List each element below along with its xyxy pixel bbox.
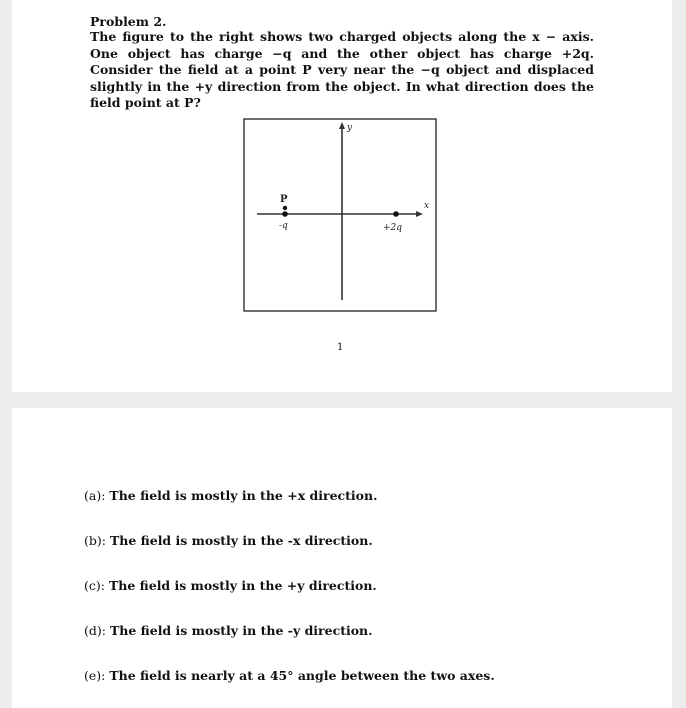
problem-title: Problem 2. bbox=[90, 14, 167, 29]
page-number: 1 bbox=[337, 342, 344, 353]
point-p bbox=[283, 206, 287, 210]
charge-diagram bbox=[243, 118, 437, 312]
choice-text: The field is mostly in the -x direction. bbox=[109, 533, 373, 548]
choice-letter: (e): bbox=[84, 668, 106, 683]
positive-charge bbox=[393, 211, 399, 217]
answer-choice-c bbox=[84, 578, 377, 593]
figure-frame bbox=[244, 119, 436, 311]
answer-choice-b bbox=[84, 533, 373, 548]
choice-text: The field is mostly in the -y direction. bbox=[109, 623, 373, 638]
answer-choice-e bbox=[84, 668, 495, 683]
negative-charge bbox=[282, 211, 288, 217]
x-axis-label: x bbox=[424, 201, 430, 211]
choice-letter: (d): bbox=[84, 623, 106, 638]
negative-charge-label: -q bbox=[279, 221, 288, 231]
choice-text: The field is mostly in the +x direction. bbox=[109, 488, 378, 503]
point-p-label: P bbox=[280, 194, 288, 205]
document-page-1 bbox=[12, 0, 672, 392]
choice-letter: (a): bbox=[84, 488, 106, 503]
choice-letter: (b): bbox=[84, 533, 106, 548]
choice-text: The field is mostly in the +y direction. bbox=[108, 578, 377, 593]
answer-choice-d bbox=[84, 623, 373, 638]
answer-choice-a bbox=[84, 488, 377, 503]
choice-text: The field is nearly at a 45° angle between the two axes. bbox=[109, 668, 495, 683]
document-page-2 bbox=[12, 408, 672, 708]
choice-letter: (c): bbox=[84, 578, 105, 593]
problem-statement: The figure to the right shows two charged objects along the x − axis. One object has charge −q and the other object has charge +2q. Consider the field at a point P very near the −q object and displaced slightly in the +y direction from the object. In what direction does the field point at P? bbox=[90, 29, 594, 110]
y-axis-label: y bbox=[347, 123, 353, 133]
positive-charge-label: +2q bbox=[383, 223, 403, 233]
